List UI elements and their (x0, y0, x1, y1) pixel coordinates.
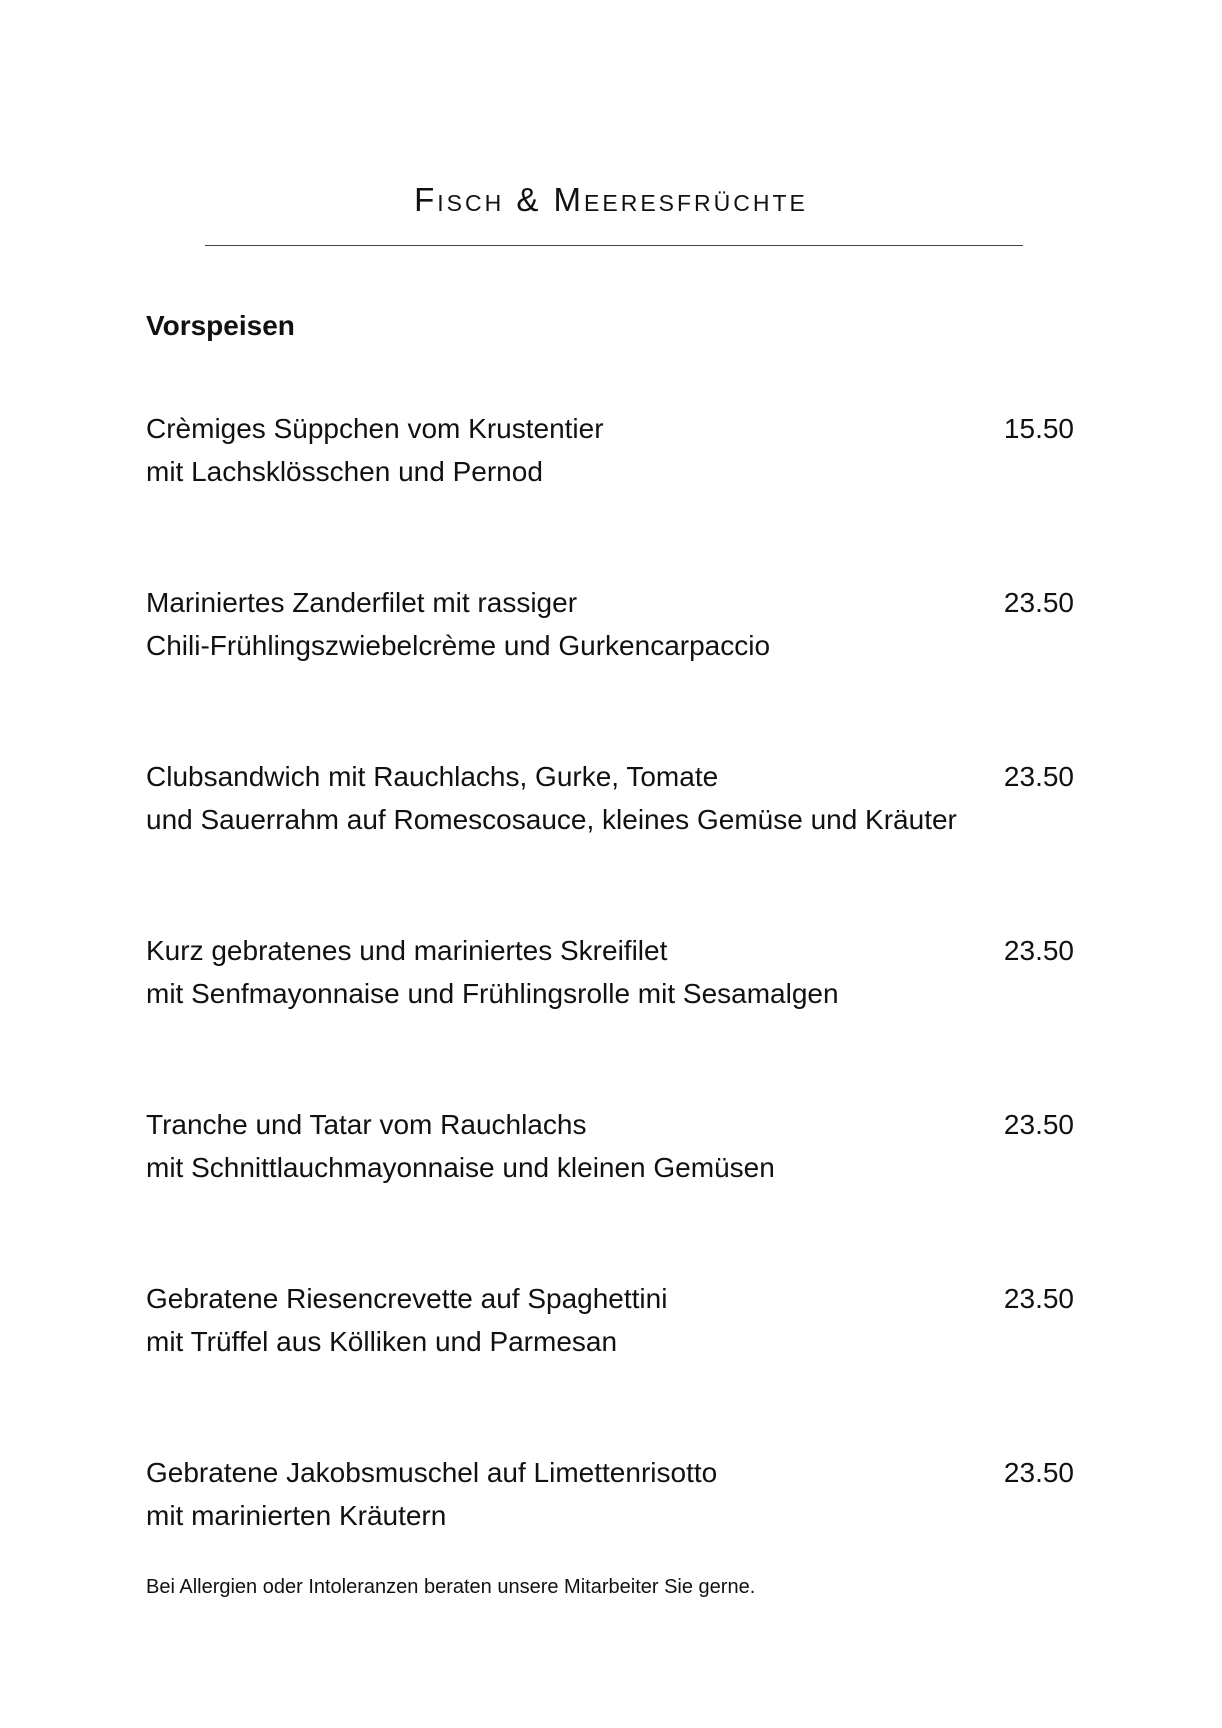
menu-item-description: mit Senfmayonnaise und Frühlingsrolle mit Sesamalgen (146, 978, 839, 1009)
menu-item-name: Clubsandwich mit Rauchlachs, Gurke, Tomate (146, 761, 719, 792)
menu-item-description: mit Schnittlauchmayonnaise und kleinen Gemüsen (146, 1152, 775, 1183)
menu-item-name: Gebratene Jakobsmuschel auf Limettenrisotto (146, 1457, 718, 1488)
menu-item-price: 15.50 (1003, 413, 1074, 444)
menu-item-name: Tranche und Tatar vom Rauchlachs (146, 1109, 587, 1140)
menu-item-description: Chili-Frühlingszwiebelcrème und Gurkencarpaccio (146, 630, 771, 661)
menu-item-price: 23.50 (1003, 587, 1074, 618)
menu-item-price: 23.50 (1003, 1457, 1074, 1488)
menu-item-description: und Sauerrahm auf Romescosauce, kleines Gemüse und Kräuter (146, 804, 957, 835)
menu-item-name: Crèmiges Süppchen vom Krustentier (146, 413, 604, 444)
allergy-note: Bei Allergien oder Intoleranzen beraten unsere Mitarbeiter Sie gerne. (146, 1576, 756, 1598)
page-title: Fisch & Meeresfrüchte (414, 181, 808, 218)
menu-item (146, 755, 1074, 841)
menu-item (146, 929, 1074, 1015)
menu-item-description: mit Trüffel aus Kölliken und Parmesan (146, 1326, 618, 1357)
menu-item (146, 1103, 1074, 1189)
menu-item (146, 1277, 1074, 1363)
menu-item-name: Kurz gebratenes und mariniertes Skreifilet (146, 935, 668, 966)
menu-item (146, 1451, 1074, 1537)
menu-item-price: 23.50 (1003, 1109, 1074, 1140)
menu-item-description: mit Lachsklösschen und Pernod (146, 456, 543, 487)
section-heading: Vorspeisen (146, 310, 295, 341)
menu-item-price: 23.50 (1003, 761, 1074, 792)
menu-item-price: 23.50 (1003, 935, 1074, 966)
menu-item (146, 407, 1074, 493)
title-divider (205, 245, 1023, 246)
menu-item-description: mit marinierten Kräutern (146, 1500, 447, 1531)
menu-item-price: 23.50 (1003, 1283, 1074, 1314)
menu-item-name: Mariniertes Zanderfilet mit rassiger (146, 587, 578, 618)
menu-item-name: Gebratene Riesencrevette auf Spaghettini (146, 1283, 668, 1314)
menu-item (146, 581, 1074, 667)
